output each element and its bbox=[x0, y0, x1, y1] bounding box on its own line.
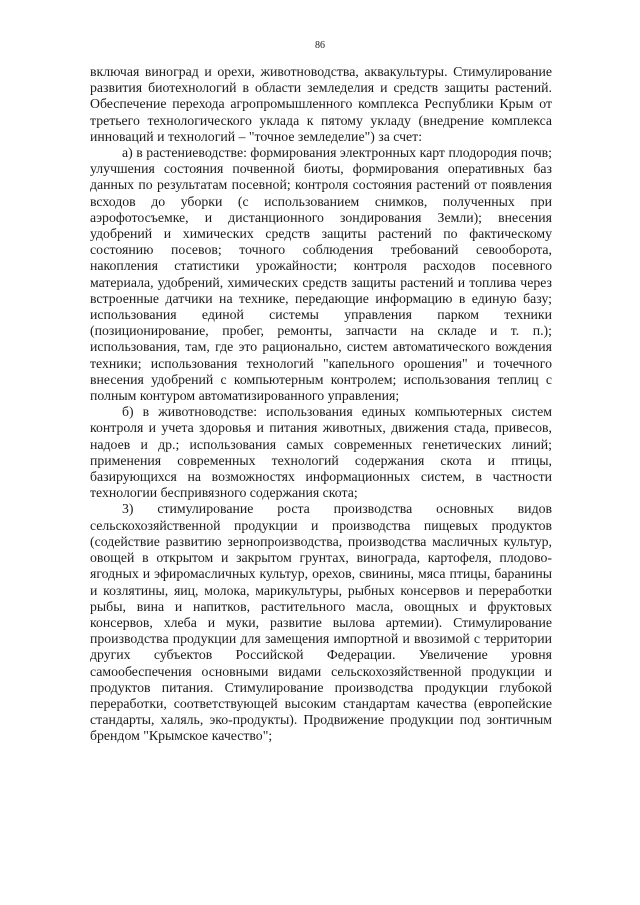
paragraph-intro: включая виноград и орехи, животноводства, аквакультуры. Стимулирование развития биотехнологий в области земледелия и средств защиты растений. Обеспечение перехода агропромышленного комплекса Республики Крым от третьего технологического уклада к пятому укладу (внедрение комплекса инноваций и технологий – "точное земледелие") за счет: bbox=[90, 64, 552, 144]
page-number: 86 bbox=[315, 40, 325, 51]
document-body bbox=[90, 64, 552, 745]
paragraph-production-growth: 3) стимулирование роста производства основных видов сельскохозяйственной продукции и производства пищевых продуктов (содействие развитию зернопроизводства, производства масличных культур, овощей в открытом и закрытом грунтах, винограда, картофеля, плодово-ягодных и эфиромасличных культур, орехов, свинины, мяса птицы, баранины и козлятины, яиц, молока, марикультуры, рыбных консервов и переработки рыбы, вина и напитков, растительного масла, овощных и фруктовых консервов, хлеба и муки, развитие вылова артемии). Стимулирование производства продукции для замещения импортной и ввозимой с территории других субъектов Российской Федерации. Увеличение уровня самообеспечения основными видами сельскохозяйственной продукции и продуктов питания. Стимулирование производства продукции глубокой переработки, соответствующей высоким стандартам качества (европейские стандарты, халяль, эко-продукты). Продвижение продукции под зонтичным брендом "Крымское качество"; bbox=[90, 501, 552, 744]
paragraph-crop-production: а) в растениеводстве: формирования электронных карт плодородия почв; улучшения состояния почвенной биоты, формирования оперативных баз данных по результатам посевной; контроля состояния растений от появления всходов до уборки (с использованием снимков, полученных при аэрофотосъемке, и дистанционного зондирования Земли); внесения удобрений и химических средств защиты растений по фактическому состоянию посевов; точного соблюдения требований севооборота, накопления статистики урожайности; контроля расходов посевного материала, удобрений, химических средств защиты растений и топлива через встроенные датчики на технике, передающие информацию в единую базу; использования единой системы управления парком техники (позиционирование, пробег, ремонты, запчасти на складе и т. п.); использования, там, где это рационально, систем автоматического вождения техники; использования технологий "капельного орошения" и точечного внесения удобрений с компьютерным контролем; использования теплиц с полным контуром автоматизированного управления; bbox=[90, 145, 552, 404]
paragraph-livestock: б) в животноводстве: использования единых компьютерных систем контроля и учета здоровья и питания животных, движения стада, привесов, надоев и др.; использования самых современных генетических линий; применения современных технологий содержания скота и птицы, базирующихся на возможностях информационных систем, в частности технологии беспривязного содержания скота; bbox=[90, 404, 552, 501]
